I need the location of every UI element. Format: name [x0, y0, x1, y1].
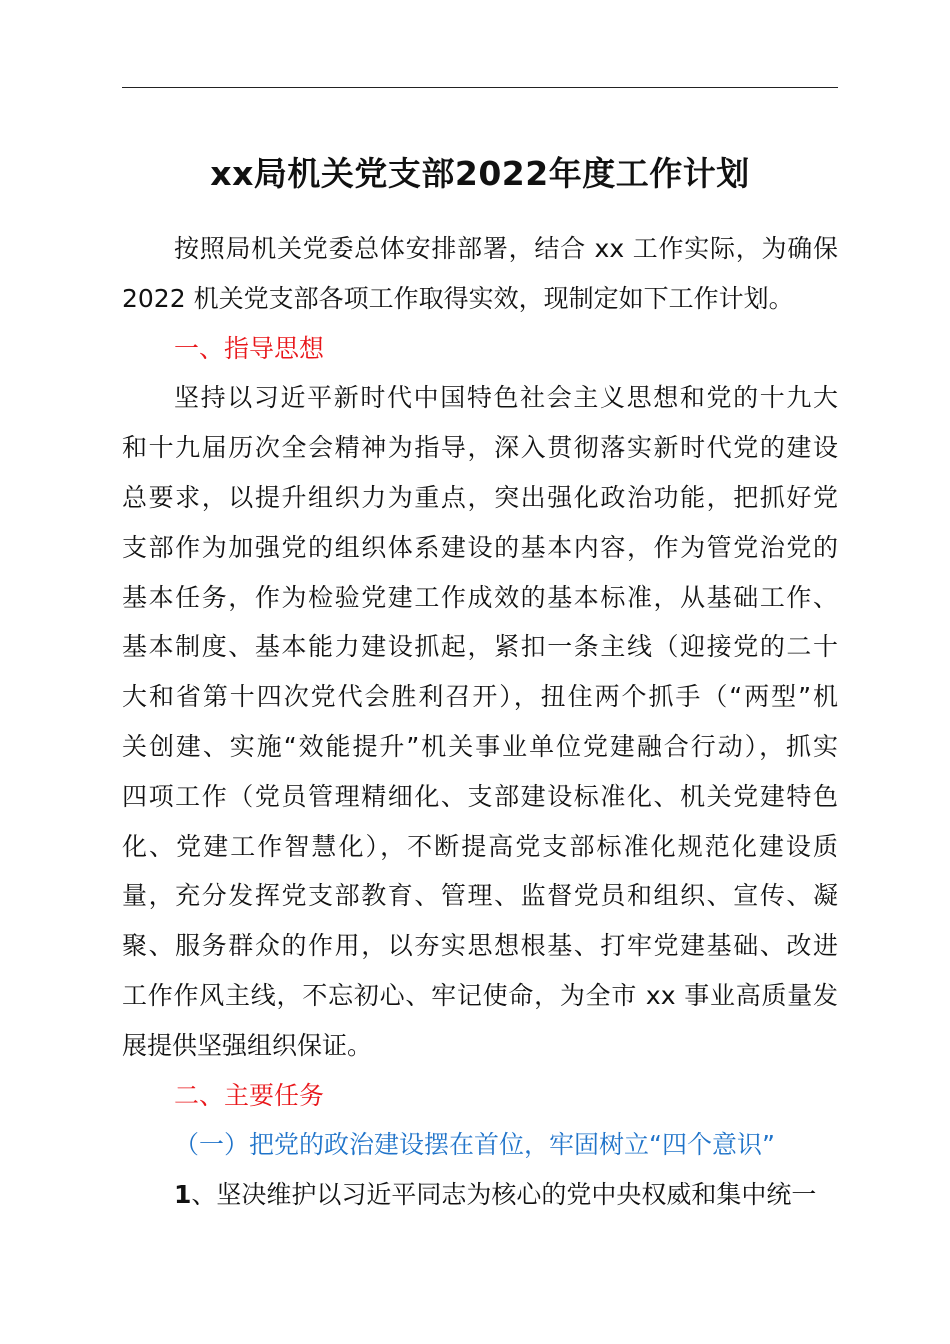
paragraph-line: 四项工作（党员管理精细化、支部建设标准化、机关党建特色 [122, 781, 838, 811]
section-heading-main-tasks: 二、主要任务 [174, 1080, 325, 1110]
section-heading-guiding-ideology: 一、指导思想 [174, 333, 325, 363]
paragraph-line: 工作作风主线，不忘初心、牢记使命，为全市 xx 事业高质量发 [122, 980, 838, 1010]
paragraph-line: 聚、服务群众的作用，以夯实思想根基、打牢党建基础、改进 [122, 931, 838, 961]
paragraph-line: 基本制度、基本能力建设抓起，紧扣一条主线（迎接党的二十 [122, 632, 838, 662]
document-body [122, 224, 838, 1220]
intro-line-2: 2022 机关党支部各项工作取得实效，现制定如下工作计划。 [122, 283, 794, 313]
paragraph-line: 大和省第十四次党代会胜利召开），扭住两个抓手（“两型”机 [122, 682, 838, 712]
intro-line-1: 按照局机关党委总体安排部署，结合 xx 工作实际，为确保 [174, 234, 838, 263]
paragraph-line: 展提供坚强组织保证。 [122, 1030, 373, 1060]
paragraph-line: 基本任务，作为检验党建工作成效的基本标准，从基础工作、 [122, 582, 838, 612]
paragraph-line: 支部作为加强党的组织体系建设的基本内容，作为管党治党的 [122, 532, 838, 562]
list-item-1 [122, 1170, 838, 1220]
list-item-number: 1 [174, 1180, 192, 1210]
paragraph-line: 和十九届历次全会精神为指导，深入贯彻落实新时代党的建设 [122, 433, 838, 463]
paragraph-line: 关创建、实施“效能提升”机关事业单位党建融合行动），抓实 [122, 731, 838, 761]
paragraph-line: 化、党建工作智慧化），不断提高党支部标准化规范化建设质 [122, 831, 838, 861]
header-rule [122, 87, 838, 88]
subsection-heading-political-building: （一）把党的政治建设摆在首位，牢固树立“四个意识” [174, 1130, 775, 1160]
paragraph-line: 坚持以习近平新时代中国特色社会主义思想和党的十九大 [174, 383, 838, 413]
list-item-text: 、坚决维护以习近平同志为核心的党中央权威和集中统一 [191, 1180, 817, 1210]
document-title: xx局机关党支部2022年度工作计划 [210, 154, 750, 193]
paragraph-line: 量，充分发挥党支部教育、管理、监督党员和组织、宣传、凝 [122, 881, 838, 911]
paragraph-line: 总要求，以提升组织力为重点，突出强化政治功能，把抓好党 [122, 482, 838, 512]
